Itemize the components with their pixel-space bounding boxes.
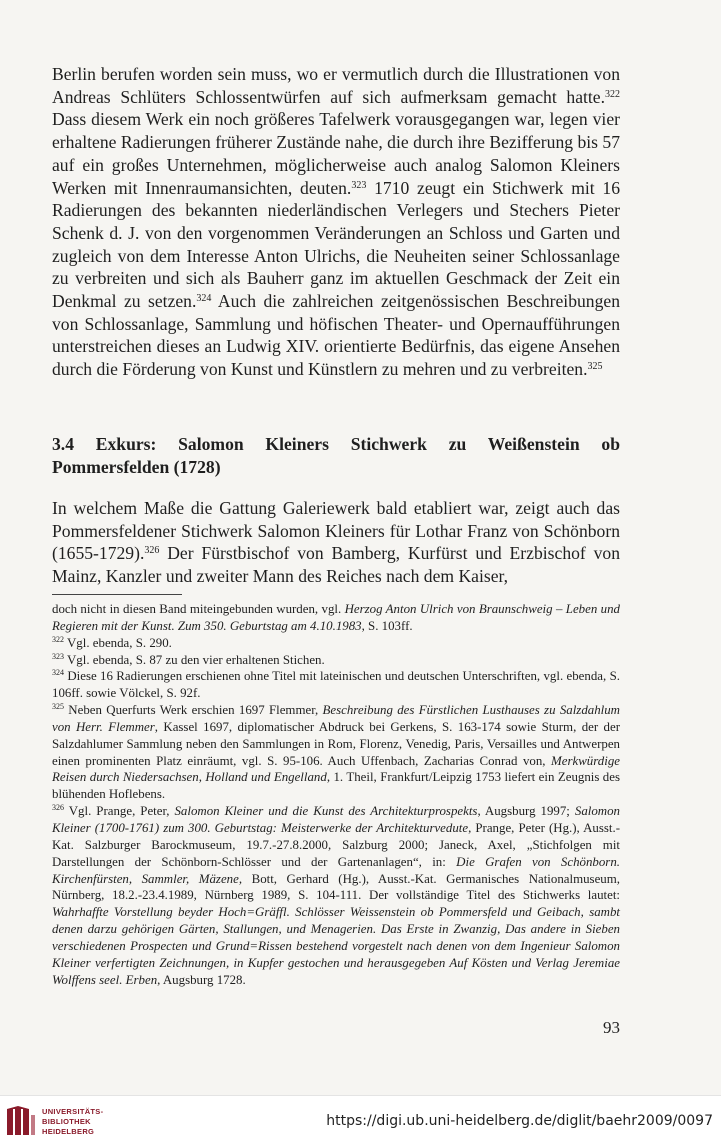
footnote-ref-323[interactable]: 323 — [351, 179, 367, 191]
footnote-ref-325[interactable]: 325 — [587, 361, 603, 373]
library-logo[interactable] — [6, 1104, 126, 1140]
footnote-323: $^{323}$ Vgl. ebenda, S. 87 zu den vier erhaltenen Stichen. — [52, 651, 325, 667]
footnotes — [52, 601, 620, 988]
page-number: 93 — [603, 1018, 620, 1037]
footnote-ref-326[interactable]: 326 — [144, 545, 160, 557]
text-run: In welchem Maße die Gattung Galeriewerk bald etabliert war, zeigt auch das Pommersfeldener Stichwerk Salomon Kleiners für Lothar Franz von Schönborn (1655-1729). — [52, 498, 620, 564]
footnote-ref-324[interactable]: 324 — [196, 293, 212, 305]
library-logo-text: UNIVERSITÄTS- BIBLIOTHEK HEIDELBERG — [42, 1107, 104, 1136]
footnote-325: $^{325}$ Neben Querfurts Werk erschien 1697 Flemmer, Beschreibung des Fürstlichen Lusthauses zu Salzdahlum von Herr. Flemmer, Kassel 1697, diplomatischer Abdruck bei Gerkens, S. 163-174 sowie Sturm, der der Salzdahlumer Sammlung neben den Sammlungen in Rom, Florenz, Venedig, Paris, Versailles und Antwerpen einen prominenten Platz einräumt, vgl. S. 95-106. Auch Uffenbach, Zacharias Conrad von, Merkwürdige Reisen durch Niedersachsen, Holland und Engelland, 1. Theil, Frankfurt/Leipzig 1753 liefert ein Zeugnis des blühenden Hoflebens. — [52, 702, 620, 802]
text-run: Auch die zahlreichen zeitgenössischen Beschreibungen von Schlossanlage, Sammlung und höfischen Theater- und Opernaufführungen unterstreichen dieses an Ludwig XIV. orientierte Bedürfnis, das eigene Ansehen durch die Förderung von Kunst und Künstlern zu mehren und zu verbreiten. — [52, 291, 620, 380]
text-run: Berlin berufen worden sein muss, wo er vermutlich durch die Illustrationen von Andreas Schlüters Schlossentwürfen auf sich aufmerksam gemacht hatte. — [52, 64, 620, 107]
permalink-url[interactable]: https://digi.ub.uni-heidelberg.de/diglit/baehr2009/0097 — [326, 1113, 713, 1129]
footnote-continuation: doch nicht in diesen Band miteingebunden wurden, vgl. Herzog Anton Ulrich von Braunschweig – Leben und Regieren mit der Kunst. Zum 350. Geburtstag am 4.10.1983, S. 103ff. — [52, 602, 620, 633]
footnote-324: $^{324}$ Diese 16 Radierungen erschienen ohne Titel mit lateinischen und deutschen Unterschriften, vgl. ebenda, S. 106ff. sowie Völckel, S. 92f. — [52, 668, 620, 701]
viewer-footer — [0, 1095, 721, 1146]
text-run: Dass diesem Werk ein noch größeres Tafelwerk vorausgegangen war, legen vier erhaltene Radierungen früherer Zustände nahe, die durch ihre Bezifferung bis 57 auf ein großes Unternehmen, möglicherweise auch analog Salomon Kleiners Werken mit Innenraumansichten, deuten. — [52, 109, 620, 198]
footnote-divider — [52, 594, 182, 595]
footnote-ref-322[interactable]: 322 — [605, 88, 620, 100]
body-paragraph-2 — [52, 497, 620, 588]
library-logo-icon — [6, 1106, 36, 1138]
footnote-326: $^{326}$ Vgl. Prange, Peter, Salomon Kleiner und die Kunst des Architekturprospekts, Augsburg 1997; Salomon Kleiner (1700-1761) zum 300. Geburtstag: Meisterwerke der Architekturvedute, Prange, Peter (Hg.), Ausst.-Kat. Salzburger Barockmuseum, 19.7.-27.8.2000, Salzburg 2000; Janeck, Axel, „Stichfolgen mit Darstellungen der Schönborn-Schlösser und der Gartenanlagen“, in: Die Grafen von Schönborn. Kirchenfürsten, Sammler, Mäzene, Bott, Gerhard (Hg.), Ausst.-Kat. Germanisches Nationalmuseum, Nürnberg, 18.2.-23.4.1989, Nürnberg 1989, S. 104-111. Der vollständige Titel des Stichwerks lautet: Wahrhaffte Vorstellung beyder Hoch=Gräffl. Schlösser Weissenstein ob Pommersfeld und Geibach, sambt denen darzu gehörigen Gärten, Stallungen, und Menagerien. Das Erste in Zwanzig, Das andere in Sieben verschiedenen Prospecten und Grund=Rissen bestehend vorgestelt nach denen von dem Ingenieur Salomon Kleiner verfertigten Zeichnungen, in Kupfer gestochen und herausgegeben Auf Kösten und Verlag Jeremiae Wolffens seel. Erben, Augsburg 1728. — [52, 803, 620, 987]
text-run: Der Fürstbischof von Bamberg, Kurfürst und Erzbischof von Mainz, Kanzler und zweiter Mann des Reiches nach dem Kaiser, — [52, 543, 620, 587]
footnote-322: $^{322}$ Vgl. ebenda, S. 290. — [52, 634, 172, 650]
body-paragraph-1 — [52, 63, 620, 381]
section-heading: 3.4 Exkurs: Salomon Kleiners Stichwerk zu Weißenstein ob Pommersfelden (1728) — [52, 434, 620, 477]
text-run: 1710 zeugt ein Stichwerk mit 16 Radierungen des bekannten niederländischen Verlegers und Stechers Pieter Schenk d. J. von den vorgenommen Veränderungen an Schloss und Garten und zugleich von dem Interesse Anton Ulrichs, die Neuheiten seiner Schlossanlage zu verbreiten und sich als Bauherr ganz im aktuellen Geschmack der Zeit ein Denkmal zu setzen. — [52, 177, 620, 312]
